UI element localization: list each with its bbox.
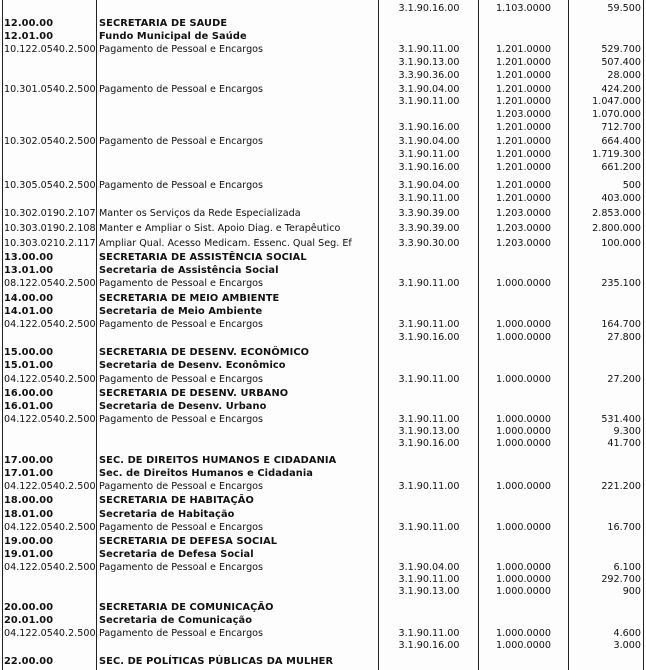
funding-source: 1.000.0000: [496, 414, 551, 425]
funding-source: 1.201.0000: [496, 162, 551, 173]
expense-nature: 3.3.90.39.00: [398, 223, 460, 234]
funding-source: 1.201.0000: [496, 193, 551, 204]
expense-nature: 3.1.90.11.00: [398, 278, 460, 289]
funding-source: 1.201.0000: [496, 70, 551, 81]
funding-source: 1.000.0000: [496, 562, 551, 573]
table-row: [0, 135, 646, 149]
table-row: [0, 437, 646, 451]
program-code: 12.00.00: [4, 18, 54, 29]
description: Secretaria de Meio Ambiente: [99, 306, 263, 317]
amount: 6.100: [613, 562, 641, 573]
description: SECRETARIA DE HABITAÇÃO: [99, 495, 254, 506]
amount: 235.100: [601, 278, 641, 289]
amount: 900: [622, 586, 641, 597]
program-code: 12.01.00: [4, 31, 54, 42]
expense-nature: 3.1.90.04.00: [398, 84, 460, 95]
program-code: 04.122.0540.2.500: [4, 374, 96, 385]
table-row: [0, 400, 646, 414]
program-code: 16.00.00: [4, 388, 54, 399]
funding-source: 1.201.0000: [496, 44, 551, 55]
program-code: 04.122.0540.2.500: [4, 319, 96, 330]
funding-source: 1.201.0000: [496, 122, 551, 133]
expense-nature: 3.1.90.11.00: [398, 414, 460, 425]
table-row: [0, 43, 646, 57]
description: SECRETARIA DE DEFESA SOCIAL: [99, 536, 278, 547]
table-row: [0, 639, 646, 653]
expense-nature: 3.1.90.11.00: [398, 481, 460, 492]
description: SECRETARIA DE COMUNICAÇÃO: [99, 602, 274, 613]
description: SECRETARIA DE MEIO AMBIENTE: [99, 293, 280, 304]
funding-source: 1.000.0000: [496, 640, 551, 651]
amount: 1.047.000: [592, 96, 641, 107]
description: Pagamento de Pessoal e Encargos: [99, 319, 264, 330]
description: SEC. DE POLÍTICAS PÚBLICAS DA MULHER: [99, 656, 334, 667]
table-row: [0, 331, 646, 345]
amount: 4.600: [613, 628, 641, 639]
table-row: [0, 179, 646, 193]
table-row: [0, 535, 646, 549]
description: SECRETARIA DE ASSISTÊNCIA SOCIAL: [99, 252, 307, 263]
expense-nature: 3.1.90.11.00: [398, 193, 460, 204]
amount: 403.000: [601, 193, 641, 204]
funding-source: 1.000.0000: [496, 586, 551, 597]
program-code: 04.122.0540.2.500: [4, 562, 96, 573]
expense-nature: 3.1.90.04.00: [398, 136, 460, 147]
amount: 531.400: [601, 414, 641, 425]
program-code: 20.00.00: [4, 602, 54, 613]
program-code: 19.01.00: [4, 549, 54, 560]
program-code: 16.01.00: [4, 401, 54, 412]
table-row: [0, 467, 646, 481]
program-code: 17.00.00: [4, 455, 54, 466]
program-code: 10.303.0210.2.117: [4, 238, 96, 249]
table-row: [0, 148, 646, 162]
table-row: [0, 373, 646, 387]
table-row: [0, 292, 646, 306]
expense-nature: 3.1.90.11.00: [398, 522, 460, 533]
program-code: 15.00.00: [4, 347, 54, 358]
funding-source: 1.103.0000: [496, 3, 551, 14]
description: SEC. DE DIREITOS HUMANOS E CIDADANIA: [99, 455, 337, 466]
funding-source: 1.000.0000: [496, 481, 551, 492]
program-code: 15.01.00: [4, 360, 54, 371]
table-row: [0, 601, 646, 615]
description: Pagamento de Pessoal e Encargos: [99, 481, 264, 492]
funding-source: 1.201.0000: [496, 57, 551, 68]
amount: 529.700: [601, 44, 641, 55]
description: Pagamento de Pessoal e Encargos: [99, 136, 264, 147]
amount: 500: [622, 180, 641, 191]
amount: 507.400: [601, 57, 641, 68]
funding-source: 1.201.0000: [496, 180, 551, 191]
expense-nature: 3.1.90.16.00: [398, 122, 460, 133]
description: Secretaria de Desenv. Econômico: [99, 360, 286, 371]
description: Secretaria de Desenv. Urbano: [99, 401, 267, 412]
table-row: [0, 17, 646, 31]
amount: 712.700: [601, 122, 641, 133]
program-code: 14.00.00: [4, 293, 54, 304]
funding-source: 1.000.0000: [496, 438, 551, 449]
expense-nature: 3.1.90.16.00: [398, 332, 460, 343]
table-row: [0, 387, 646, 401]
description: Ampliar Qual. Acesso Medicam. Essenc. Qual Seg. Ef: [99, 238, 352, 249]
funding-source: 1.000.0000: [496, 522, 551, 533]
table-row: [0, 454, 646, 468]
description: Manter e Ampliar o Sist. Apoio Diag. e Terapêutico: [99, 223, 341, 234]
amount: 424.200: [601, 84, 641, 95]
expense-nature: 3.1.90.11.00: [398, 149, 460, 160]
description: Secretaria de Assistência Social: [99, 265, 279, 276]
expense-nature: 3.1.90.11.00: [398, 96, 460, 107]
expense-nature: 3.1.90.13.00: [398, 426, 460, 437]
program-code: 10.302.0190.2.107: [4, 208, 96, 219]
program-code: 10.302.0540.2.500: [4, 136, 96, 147]
program-code: 14.01.00: [4, 306, 54, 317]
expense-nature: 3.1.90.16.00: [398, 640, 460, 651]
expense-nature: 3.3.90.30.00: [398, 238, 460, 249]
description: Secretaria de Habitação: [99, 509, 235, 520]
table-row: [0, 305, 646, 319]
table-row: [0, 222, 646, 236]
program-code: 04.122.0540.2.500: [4, 414, 96, 425]
program-code: 10.301.0540.2.500: [4, 84, 96, 95]
description: Pagamento de Pessoal e Encargos: [99, 562, 264, 573]
funding-source: 1.201.0000: [496, 136, 551, 147]
table-row: [0, 207, 646, 221]
description: SECRETARIA DE SAUDE: [99, 18, 228, 29]
table-row: [0, 237, 646, 251]
program-code: 04.122.0540.2.500: [4, 481, 96, 492]
description: Pagamento de Pessoal e Encargos: [99, 522, 264, 533]
program-code: 10.122.0540.2.500: [4, 44, 96, 55]
expense-nature: 3.1.90.11.00: [398, 628, 460, 639]
table-row: [0, 56, 646, 70]
amount: 100.000: [601, 238, 641, 249]
amount: 1.070.000: [592, 109, 641, 120]
table-row: [0, 548, 646, 562]
program-code: 08.122.0540.2.500: [4, 278, 96, 289]
expense-nature: 3.1.90.04.00: [398, 562, 460, 573]
expense-nature: 3.1.90.04.00: [398, 180, 460, 191]
expense-nature: 3.3.90.39.00: [398, 208, 460, 219]
table-row: [0, 2, 646, 16]
program-code: 18.01.00: [4, 509, 54, 520]
funding-source: 1.201.0000: [496, 96, 551, 107]
description: Pagamento de Pessoal e Encargos: [99, 628, 264, 639]
funding-source: 1.000.0000: [496, 319, 551, 330]
expense-nature: 3.3.90.36.00: [398, 70, 460, 81]
table-row: [0, 494, 646, 508]
program-code: 13.01.00: [4, 265, 54, 276]
program-code: 22.00.00: [4, 656, 54, 667]
table-row: [0, 480, 646, 494]
table-row: [0, 30, 646, 44]
description: Secretaria de Defesa Social: [99, 549, 254, 560]
description: Pagamento de Pessoal e Encargos: [99, 374, 264, 385]
table-row: [0, 614, 646, 628]
funding-source: 1.203.0000: [496, 223, 551, 234]
expense-nature: 3.1.90.16.00: [398, 438, 460, 449]
funding-source: 1.201.0000: [496, 149, 551, 160]
funding-source: 1.203.0000: [496, 238, 551, 249]
amount: 664.400: [601, 136, 641, 147]
description: Pagamento de Pessoal e Encargos: [99, 44, 264, 55]
funding-source: 1.000.0000: [496, 332, 551, 343]
description: SECRETARIA DE DESENV. URBANO: [99, 388, 289, 399]
description: Pagamento de Pessoal e Encargos: [99, 414, 264, 425]
table-row: [0, 508, 646, 522]
description: Pagamento de Pessoal e Encargos: [99, 180, 264, 191]
description: Secretaria de Comunicação: [99, 615, 253, 626]
expense-nature: 3.1.90.11.00: [398, 374, 460, 385]
expense-nature: 3.1.90.13.00: [398, 57, 460, 68]
description: SECRETARIA DE DESENV. ECONÔMICO: [99, 347, 310, 358]
program-code: 13.00.00: [4, 252, 54, 263]
expense-nature: 3.1.90.16.00: [398, 3, 460, 14]
table-row: [0, 585, 646, 599]
table-row: [0, 277, 646, 291]
program-code: 18.00.00: [4, 495, 54, 506]
amount: 221.200: [601, 481, 641, 492]
program-code: 20.01.00: [4, 615, 54, 626]
program-code: 04.122.0540.2.500: [4, 522, 96, 533]
funding-source: 1.000.0000: [496, 426, 551, 437]
table-row: [0, 121, 646, 135]
table-row: [0, 69, 646, 83]
table-row: [0, 521, 646, 535]
description: Fundo Municipal de Saúde: [99, 31, 247, 42]
program-code: 10.305.0540.2.500: [4, 180, 96, 191]
table-row: [0, 95, 646, 109]
amount: 59.500: [607, 3, 641, 14]
table-row: [0, 318, 646, 332]
funding-source: 1.000.0000: [496, 628, 551, 639]
amount: 2.853.000: [592, 208, 641, 219]
table-row: [0, 251, 646, 265]
table-row: [0, 161, 646, 175]
amount: 1.719.300: [592, 149, 641, 160]
amount: 27.800: [607, 332, 641, 343]
amount: 16.700: [607, 522, 641, 533]
funding-source: 1.203.0000: [496, 109, 551, 120]
program-code: 19.00.00: [4, 536, 54, 547]
funding-source: 1.203.0000: [496, 208, 551, 219]
program-code: 04.122.0540.2.500: [4, 628, 96, 639]
amount: 3.000: [613, 640, 641, 651]
amount: 661.200: [601, 162, 641, 173]
table-row: [0, 346, 646, 360]
table-row: [0, 655, 646, 669]
table-row: [0, 264, 646, 278]
expense-nature: 3.1.90.11.00: [398, 44, 460, 55]
description: Sec. de Direitos Humanos e Cidadania: [99, 468, 314, 479]
table-row: [0, 108, 646, 122]
description: Pagamento de Pessoal e Encargos: [99, 278, 264, 289]
amount: 292.700: [601, 574, 641, 585]
amount: 41.700: [607, 438, 641, 449]
funding-source: 1.000.0000: [496, 374, 551, 385]
amount: 164.700: [601, 319, 641, 330]
program-code: 10.303.0190.2.108: [4, 223, 96, 234]
expense-nature: 3.1.90.13.00: [398, 586, 460, 597]
amount: 27.200: [607, 374, 641, 385]
amount: 28.000: [607, 70, 641, 81]
program-code: 17.01.00: [4, 468, 54, 479]
expense-nature: 3.1.90.16.00: [398, 162, 460, 173]
funding-source: 1.000.0000: [496, 574, 551, 585]
table-row: [0, 192, 646, 206]
funding-source: 1.201.0000: [496, 84, 551, 95]
description: Manter os Serviços da Rede Especializada: [99, 208, 301, 219]
amount: 2.800.000: [592, 223, 641, 234]
amount: 9.300: [613, 426, 641, 437]
table-row: [0, 359, 646, 373]
expense-nature: 3.1.90.11.00: [398, 319, 460, 330]
description: Pagamento de Pessoal e Encargos: [99, 84, 264, 95]
expense-nature: 3.1.90.11.00: [398, 574, 460, 585]
funding-source: 1.000.0000: [496, 278, 551, 289]
